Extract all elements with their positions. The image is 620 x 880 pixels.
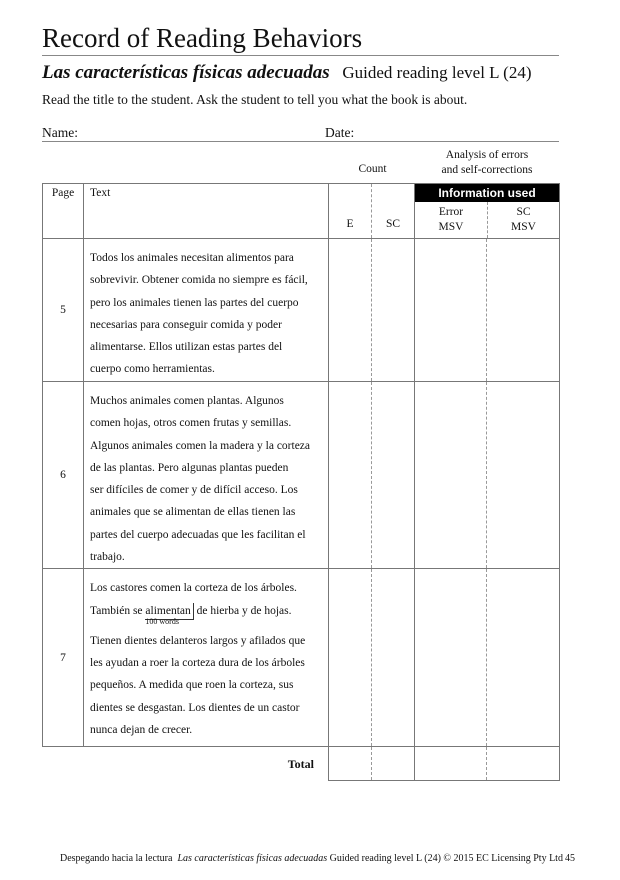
total-sc-msv-cell[interactable]: [487, 747, 560, 781]
info-used-bar: Information used: [415, 184, 559, 202]
total-label: Total: [287, 756, 314, 771]
analysis-header-line2: and self-corrections: [441, 164, 533, 176]
error-msv-cell[interactable]: [415, 569, 487, 747]
table-row: [43, 569, 560, 747]
analysis-header-line1: Analysis of errors: [445, 149, 529, 161]
passage-text: [84, 569, 329, 747]
title-rule: [42, 55, 559, 56]
name-date-rule: [42, 141, 559, 142]
total-error-msv-cell[interactable]: [415, 747, 487, 781]
text-line: dientes se desgastan. Los dientes de un castor: [90, 701, 300, 714]
text-line: comen hojas, otros comen frutas y semillas.: [90, 417, 292, 430]
page-column-header: Page: [43, 184, 84, 239]
e-cell[interactable]: [329, 382, 372, 569]
page-number: 6: [43, 382, 84, 569]
page-number-footer: 45: [565, 853, 575, 864]
date-label: Date:: [325, 125, 355, 140]
page-number: 7: [43, 569, 84, 747]
table-row: [43, 382, 560, 569]
page-title: Record of Reading Behaviors: [42, 23, 363, 53]
text-line: partes del cuerpo adecuadas que les facilitan el: [90, 528, 306, 541]
text-line: cuerpo como herramientas.: [90, 363, 215, 376]
sc-msv-cell[interactable]: [487, 382, 560, 569]
text-line: animales que se alimentan de ellas tienen las: [90, 506, 296, 519]
guided-level: Guided reading level L (24): [342, 63, 532, 82]
sc-column-header: SC: [372, 184, 415, 239]
footer-book-title: Las características físicas adecuadas: [177, 853, 328, 864]
name-label: Name:: [42, 125, 78, 140]
text-line: trabajo.: [90, 551, 125, 564]
sc-cell[interactable]: [372, 569, 415, 747]
e-cell[interactable]: [329, 569, 372, 747]
footer-series: Despegando hacia la lectura: [60, 853, 173, 864]
text-line: necesarias para conseguir comida y poder: [90, 318, 282, 331]
error-msv-header: Error MSV: [415, 202, 488, 238]
sc-msv-header: SC MSV: [511, 206, 536, 233]
table-row: [43, 239, 560, 382]
sc-msv-cell[interactable]: [487, 239, 560, 382]
word-count-marker: alimentan 100 words: [145, 603, 193, 620]
text-line: Algunos animales comen la madera y la corteza: [90, 439, 311, 452]
e-column-header: E: [329, 184, 372, 239]
count-header: Count: [358, 163, 387, 175]
table-header-row: [43, 184, 560, 239]
sc-msv-cell[interactable]: [487, 569, 560, 747]
text-line: ser difíciles de comer y de difícil acceso. Los: [90, 484, 298, 497]
passage-text: [84, 382, 329, 569]
book-title: Las características físicas adecuadas: [42, 62, 330, 83]
sc-cell[interactable]: [372, 239, 415, 382]
total-sc-cell[interactable]: [372, 747, 415, 781]
text-line: sobrevivir. Obtener comida no siempre es fácil,: [90, 274, 308, 287]
total-e-cell[interactable]: [329, 747, 372, 781]
passage-text: [84, 239, 329, 382]
page-number: 5: [43, 239, 84, 382]
reading-record-table: [42, 183, 560, 781]
text-line: de las plantas. Pero algunas plantas pueden: [90, 461, 289, 474]
text-line: Tienen dientes delanteros largos y afilados que: [90, 634, 306, 647]
instruction: Read the title to the student. Ask the student to tell you what the book is about.: [42, 92, 468, 107]
text-line: Todos los animales necesitan alimentos para: [90, 252, 294, 264]
footer: [60, 853, 563, 864]
text-line: les ayudan a roer la corteza dura de los árboles: [90, 656, 305, 669]
analysis-header: [415, 148, 559, 178]
subtitle: [42, 62, 532, 84]
text-line-with-word-count: También se alimentan 100 words de hierba y de hojas.: [90, 604, 292, 626]
sc-cell[interactable]: [372, 382, 415, 569]
text-line: pero los animales tienen las partes del cuerpo: [90, 296, 299, 309]
e-cell[interactable]: [329, 239, 372, 382]
text-line: Los castores comen la corteza de los árboles.: [90, 582, 297, 595]
text-line: alimentarse. Ellos utilizan estas partes del: [90, 341, 283, 354]
text-line: nunca dejan de crecer.: [90, 723, 193, 736]
text-line: Muchos animales comen plantas. Algunos: [90, 395, 284, 407]
text-column-header: Text: [84, 184, 329, 239]
error-msv-cell[interactable]: [415, 382, 487, 569]
word-count-label: 100 words: [145, 616, 179, 626]
error-msv-cell[interactable]: [415, 239, 487, 382]
text-line: pequeños. A medida que roen la corteza, sus: [90, 679, 294, 692]
total-row: [43, 747, 560, 781]
footer-rest: Guided reading level L (24) © 2015 EC Licensing Pty Ltd: [329, 853, 563, 864]
info-used-header: [415, 184, 560, 239]
